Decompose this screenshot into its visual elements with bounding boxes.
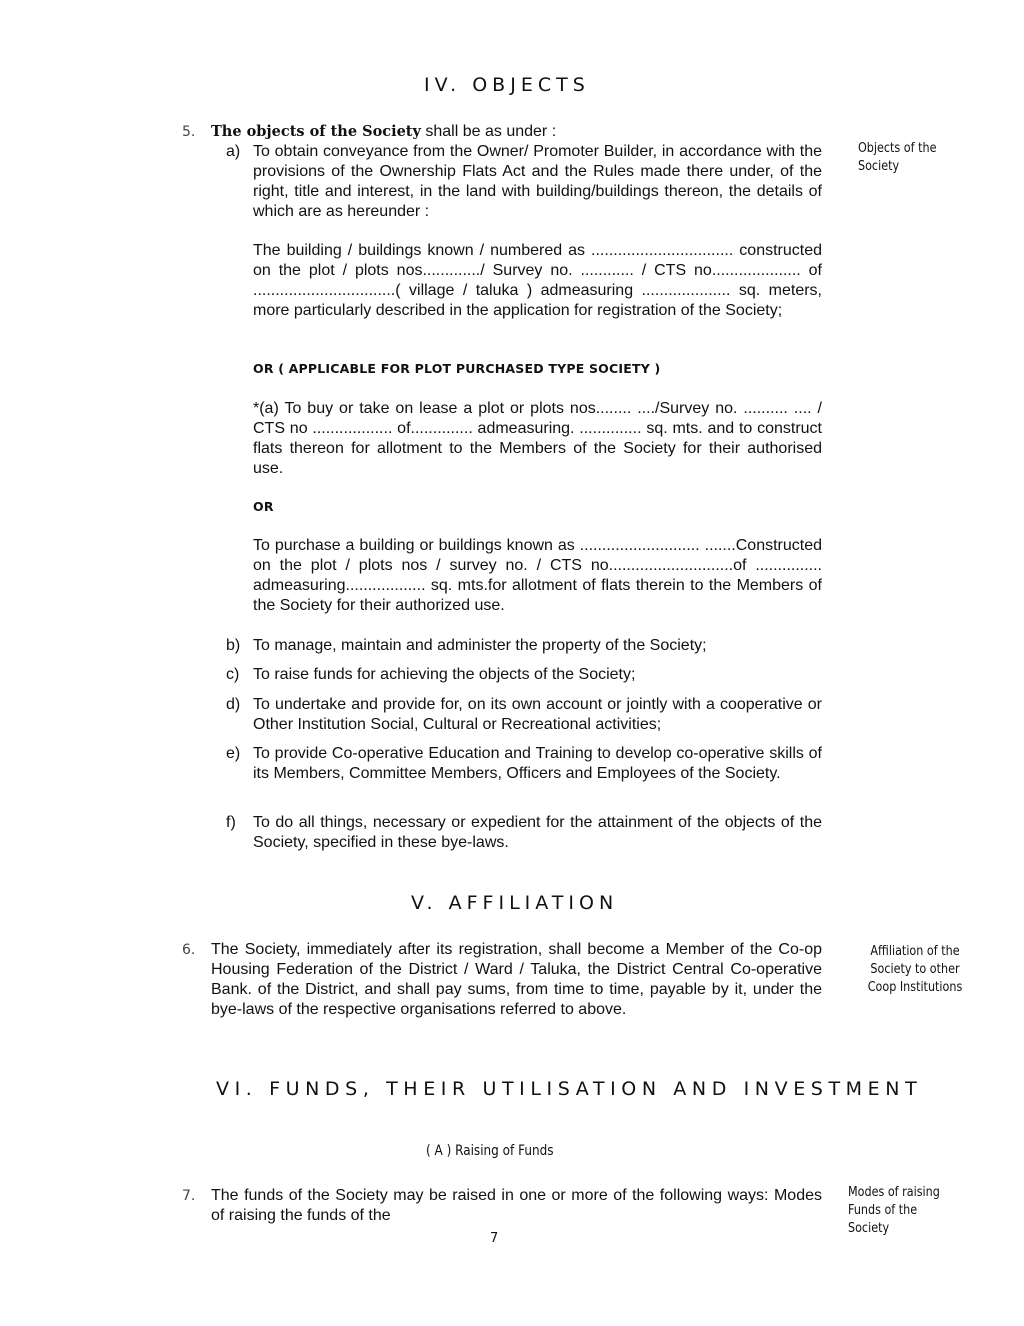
clause-6-text: The Society, immediately after its registration, shall become a Member of the Co-op Housing Federation of the District / Ward / Taluka, the District Central Co-operative Bank. of the District, and shall pay sums, from time to time, payable by it, under the bye-laws of the respective organisations referred to above. [211, 941, 822, 1018]
section-heading-funds: VI. FUNDS, THEIR UTILISATION AND INVESTMENT [216, 1078, 923, 1100]
margin-note-affiliation [855, 943, 975, 997]
section-heading-objects: IV. OBJECTS [424, 74, 590, 96]
item-label: e) [226, 745, 241, 762]
plot-purchase-paragraph: *(a) To buy or take on lease a plot or plots nos........ ..../Survey no. .......... .... / CTS no .................. of.............. admeasuring. .............. sq. mts. and to construct flats thereon for allotment to the Members of the Society for their authorised use. [253, 400, 822, 477]
item-label: f) [226, 814, 236, 831]
clause-5-item-f: To do all things, necessary or expedient for the attainment of the objects of the Society, specified in these bye-laws. [253, 814, 822, 851]
margin-note-line: Modes of raising [848, 1185, 940, 1200]
clause-5-item-e: To provide Co-operative Education and Training to develop co-operative skills of its Members, Committee Members, Officers and Employees of the Society. [253, 745, 822, 782]
margin-note-line: Society to other [870, 962, 960, 977]
clause-7-text: The funds of the Society may be raised in one or more of the following ways: Modes of raising the funds of the [211, 1187, 822, 1224]
margin-note-line: Funds of the [848, 1203, 918, 1218]
clause-number: 5. [182, 124, 196, 140]
clause-5-lead-bold: The objects of the Society [211, 123, 421, 140]
clause-5-item-b: To manage, maintain and administer the property of the Society; [253, 637, 707, 654]
page-number: 7 [490, 1231, 499, 1246]
item-label: c) [226, 666, 240, 683]
section-heading-affiliation: V. AFFILIATION [411, 892, 619, 914]
margin-note-funds [848, 1184, 940, 1238]
or-label: OR [253, 499, 274, 514]
building-details-paragraph: The building / buildings known / numbered as ................................ constructed on the plot / plots nos............./ Survey no. ............ / CTS no.................... of ................................( village / taluka ) admeasuring .................... sq. meters, more particularly described in the application for registration of the Society; [253, 242, 822, 319]
or-applicable-label: OR ( APPLICABLE FOR PLOT PURCHASED TYPE SOCIETY ) [253, 361, 661, 376]
clause-5-lead [211, 122, 556, 142]
subheading-raising-funds: ( A ) Raising of Funds [426, 1143, 554, 1159]
clause-number: 7. [182, 1188, 196, 1204]
margin-note-line: Society [848, 1221, 890, 1236]
item-label: d) [226, 696, 241, 713]
margin-note-line: Affiliation of the [870, 944, 960, 959]
clause-5-lead-rest: shall be as under : [420, 123, 557, 140]
item-label: a) [226, 143, 241, 160]
margin-note-objects [858, 140, 936, 176]
margin-note-line: Coop Institutions [867, 980, 963, 995]
clause-number: 6. [182, 942, 196, 958]
building-purchase-paragraph: To purchase a building or buildings known as ........................... .......Constructed on the plot / plots nos / survey no. / CTS no............................of ............... admeasuring.................. sq. mts.for allotment of flats therein to the Members of the Society for their authorized use. [253, 537, 822, 614]
clause-5-item-c: To raise funds for achieving the objects of the Society; [253, 666, 636, 683]
margin-note-line: Society [858, 159, 900, 174]
clause-5-item-a: To obtain conveyance from the Owner/ Promoter Builder, in accordance with the provisions of the Ownership Flats Act and the Rules made there under, of the right, title and interest, in the land with building/buildings thereon, the details of which are as hereunder : [253, 143, 822, 220]
margin-note-line: Objects of the [858, 141, 937, 156]
clause-5-item-d: To undertake and provide for, on its own account or jointly with a cooperative or Other Institution Social, Cultural or Recreational activities; [253, 696, 822, 733]
item-label: b) [226, 637, 241, 654]
